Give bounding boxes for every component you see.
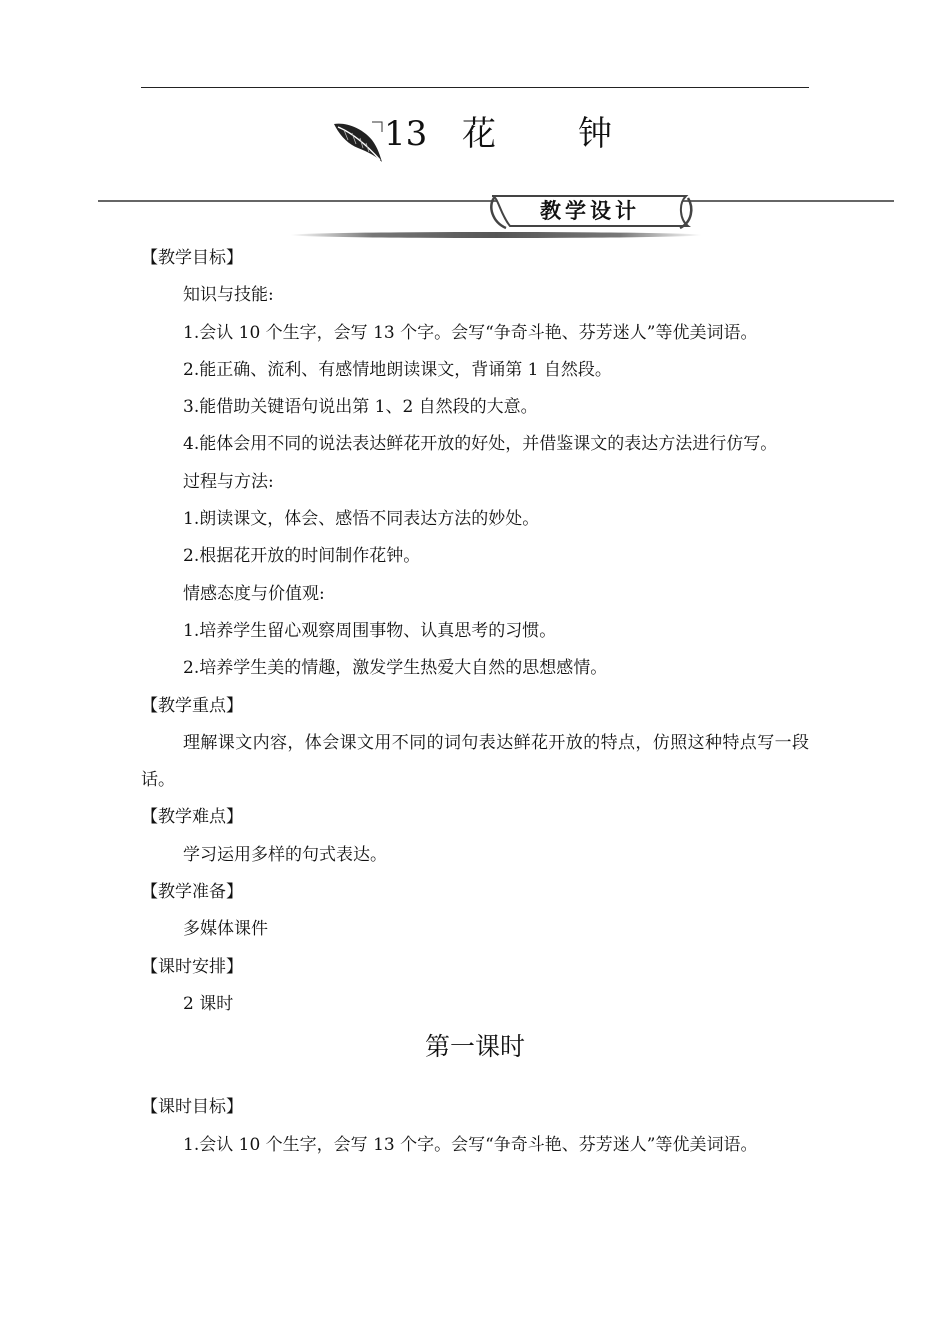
schedule-heading: 【课时安排】 bbox=[141, 956, 243, 977]
banner-label: 教学设计 bbox=[540, 199, 640, 223]
lesson-goals-heading: 【课时目标】 bbox=[141, 1097, 243, 1118]
lesson-title-char-1: 花 bbox=[462, 114, 496, 154]
schedule-text: 2 课时 bbox=[183, 993, 234, 1014]
lesson-plan-body bbox=[141, 240, 809, 1164]
goals-heading: 【教学目标】 bbox=[141, 248, 243, 268]
lesson-goals-text: 1.会认 10 个生字，会写 13 个字。会写“争奇斗艳、芬芳迷人”等优美词语。 bbox=[183, 1134, 758, 1155]
knowledge-item-4: 4.能体会用不同的说法表达鲜花开放的好处，并借鉴课文的表达方法进行仿写。 bbox=[183, 434, 778, 455]
lesson-title-char-2: 钟 bbox=[578, 114, 612, 154]
difficult-points-text: 学习运用多样的句式表达。 bbox=[183, 844, 387, 865]
first-lesson-title: 第一课时 bbox=[424, 1032, 525, 1062]
process-title: 过程与方法: bbox=[183, 471, 274, 492]
knowledge-item-2: 2.能正确、流利、有感情地朗读课文，背诵第 1 自然段。 bbox=[183, 359, 612, 380]
process-item-2: 2.根据花开放的时间制作花钟。 bbox=[183, 546, 421, 567]
emotion-item-1: 1.培养学生留心观察周围事物、认真思考的习惯。 bbox=[183, 620, 557, 641]
top-rule bbox=[141, 87, 809, 88]
lesson-number: 13 bbox=[384, 114, 428, 154]
lesson-title bbox=[0, 108, 950, 168]
emotion-item-2: 2.培养学生美的情趣，激发学生热爱大自然的思想感情。 bbox=[183, 658, 608, 679]
knowledge-title: 知识与技能: bbox=[183, 285, 274, 306]
feather-icon bbox=[332, 118, 384, 164]
preparation-heading: 【教学准备】 bbox=[141, 882, 243, 903]
key-points-heading: 【教学重点】 bbox=[141, 695, 243, 716]
difficult-points-heading: 【教学难点】 bbox=[141, 807, 243, 828]
section-banner bbox=[98, 192, 894, 244]
key-points-text: 理解课文内容，体会课文用不同的词句表达鲜花开放的特点，仿照这种特点写一段话。 bbox=[141, 732, 809, 791]
banner-underline bbox=[290, 232, 702, 238]
preparation-text: 多媒体课件 bbox=[183, 919, 268, 940]
knowledge-item-3: 3.能借助关键语句说出第 1、2 自然段的大意。 bbox=[183, 397, 538, 418]
process-item-1: 1.朗读课文，体会、感悟不同表达方法的妙处。 bbox=[183, 509, 540, 530]
emotion-title: 情感态度与价值观: bbox=[183, 583, 325, 604]
knowledge-item-1: 1.会认 10 个生字，会写 13 个字。会写“争奇斗艳、芬芳迷人”等优美词语。 bbox=[183, 322, 758, 343]
